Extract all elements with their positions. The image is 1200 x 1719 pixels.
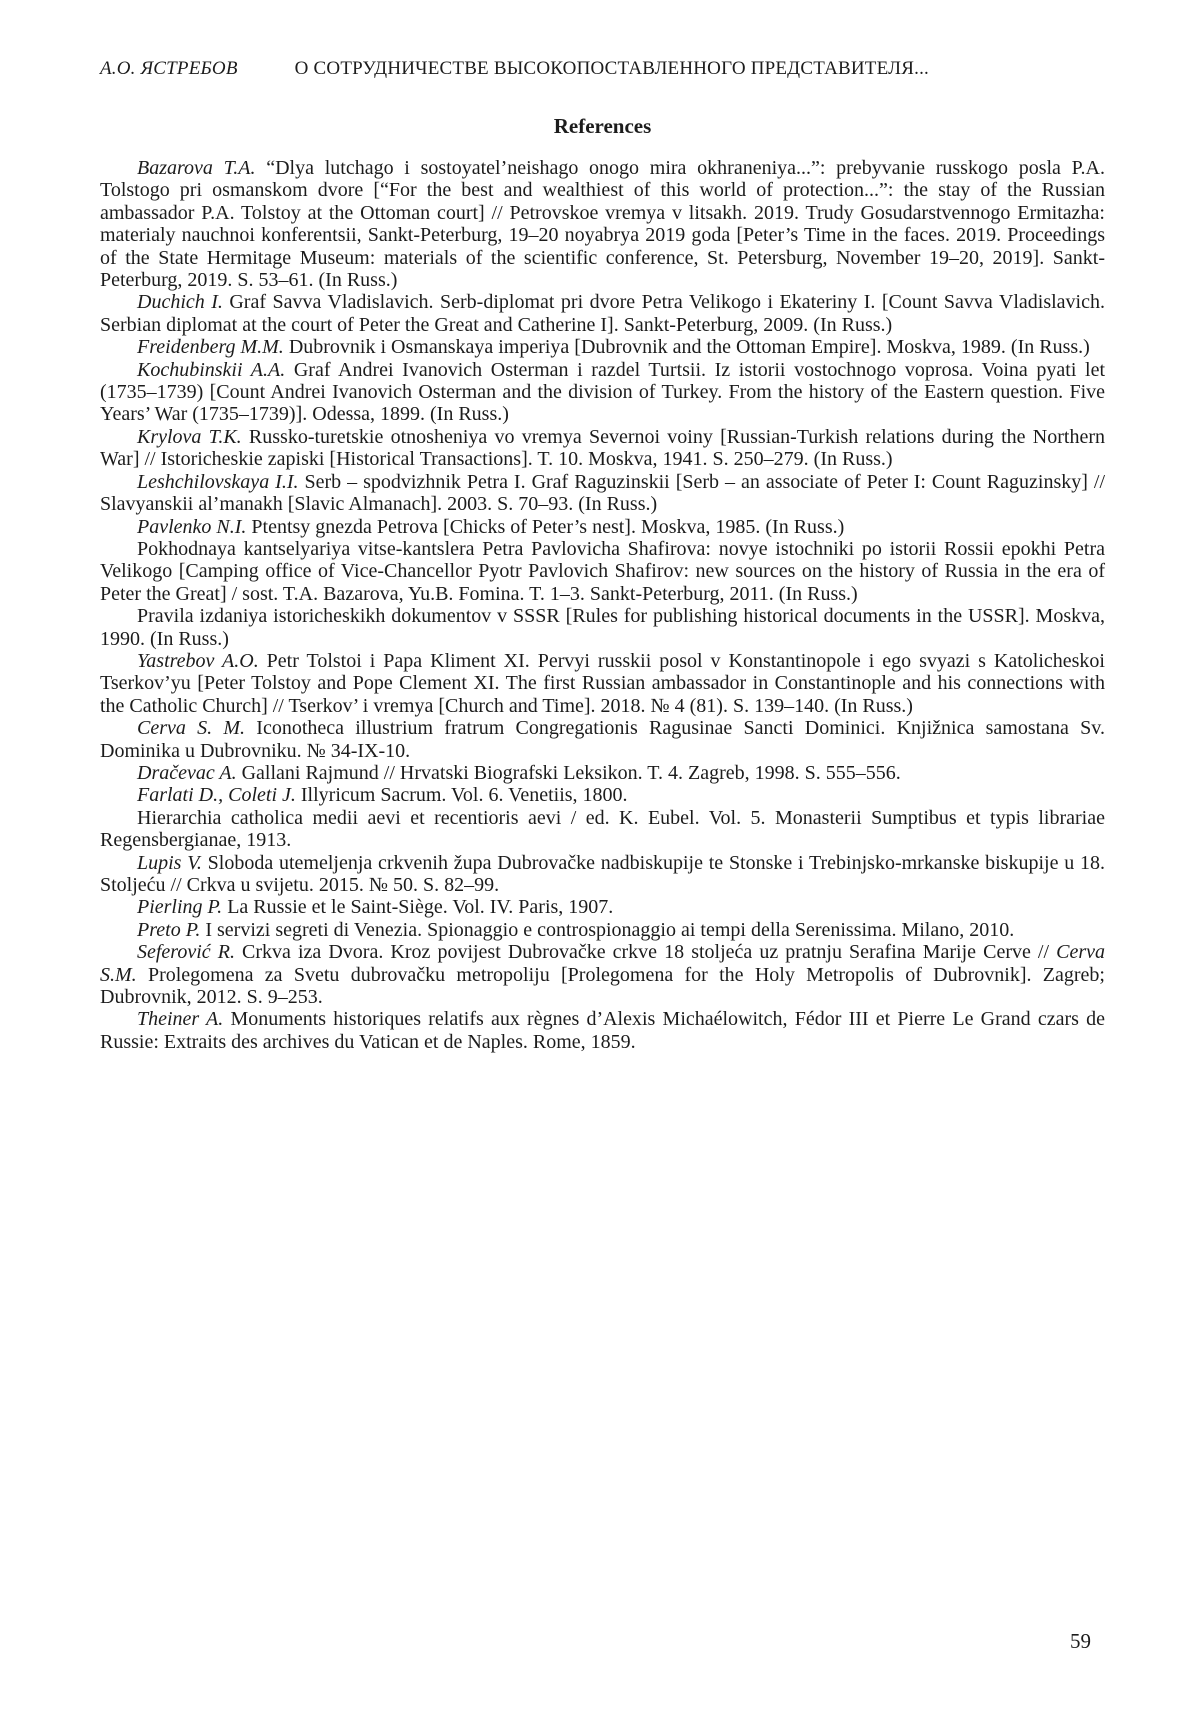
reference-text: Dubrovnik i Osmanskaya imperiya [Dubrovnik and the Ottoman Empire]. Moskva, 1989. (In Russ.) (283, 336, 1090, 359)
reference-author: Krylova T.K. (137, 425, 242, 448)
reference-text: Hierarchia catholica medii aevi et recentioris aevi / ed. K. Eubel. Vol. 5. Monasterii Sumptibus et typis librariae Regensbergianae, 1913. (100, 806, 1105, 852)
reference-text: Graf Andrei Ivanovich Osterman i razdel Turtsii. Iz istorii vostochnogo voprosa. Voina pyati let (1735–1739) [Count Andrei Ivanovich Osterman and the division of Turkey. From the history of the Eastern question. Five Years’ War (1735–1739)]. Odessa, 1899. (In Russ.) (100, 358, 1105, 426)
reference-item (100, 896, 1105, 918)
reference-text: Pravila izdaniya istoricheskikh dokumentov v SSSR [Rules for publishing historical documents in the USSR]. Moskva, 1990. (In Russ.) (100, 605, 1105, 650)
reference-item (100, 762, 1105, 784)
reference-author: Bazarova T.A. (137, 157, 256, 179)
reference-text: Sloboda utemeljenja crkvenih župa Dubrovačke nadbiskupije te Stonske i Trebinjsko-mrkanske biskupije u 18. Stoljeću // Crkva u svijetu. 2015. № 50. S. 82–99. (100, 851, 1105, 896)
reference-text: Ptentsy gnezda Petrova [Chicks of Peter’s nest]. Moskva, 1985. (In Russ.) (246, 515, 845, 538)
reference-item (100, 650, 1105, 717)
reference-item (100, 852, 1105, 897)
reference-item (100, 426, 1105, 471)
running-header-author: А.О. ЯСТРЕБОВ (100, 58, 238, 79)
reference-author: Leshchilovskaya I.I. (137, 470, 299, 493)
reference-text: Illyricum Sacrum. Vol. 6. Venetiis, 1800. (295, 784, 628, 807)
reference-item (100, 157, 1105, 291)
reference-text: Russko-turetskie otnosheniya vo vremya Severnoi voiny [Russian-Turkish relations during the Northern War] // Istoricheskie zapiski [Historical Transactions]. T. 10. Moskva, 1941. S. 250–279. (In Russ.) (100, 425, 1106, 471)
reference-text: Graf Savva Vladislavich. Serb-diplomat pri dvore Petra Velikogo i Ekateriny I. [Count Savva Vladislavich. Serbian diplomat at the court of Peter the Great and Catherine I]. Sankt-Peterburg, 2009. (In Russ.) (100, 291, 1105, 336)
reference-author: Pavlenko N.I. (137, 515, 247, 538)
reference-item (100, 941, 1105, 1008)
reference-author: Seferović R. (137, 941, 235, 964)
reference-text: Gallani Rajmund // Hrvatski Biografski Leksikon. T. 4. Zagreb, 1998. S. 555–556. (236, 761, 901, 784)
page-number: 59 (1070, 1629, 1091, 1653)
running-header-title: О СОТРУДНИЧЕСТВЕ ВЫСОКОПОСТАВЛЕННОГО ПРЕДСТАВИТЕЛЯ... (294, 58, 929, 79)
reference-item (100, 336, 1105, 358)
reference-item (100, 717, 1105, 762)
reference-author: Lupis V. (137, 851, 202, 874)
reference-author: Farlati D., Coleti J. (137, 784, 296, 807)
reference-item (100, 605, 1105, 650)
reference-text: Monuments historiques relatifs aux règnes d’Alexis Michaélowitch, Fédor III et Pierre Le Grand czars de Russie: Extraits des archives du Vatican et de Naples. Rome, 1859. (100, 1008, 1105, 1053)
reference-author: Yastrebov A.O. (137, 649, 259, 672)
reference-author: Theiner A. (137, 1008, 224, 1031)
running-header (100, 58, 1105, 80)
reference-item (100, 359, 1105, 426)
reference-text: Pokhodnaya kantselyariya vitse-kantslera Petra Pavlovicha Shafirova: novye istochniki po istorii Rossii epokhi Petra Velikogo [Camping office of Vice-Chancellor Pyotr Pavlovich Shafirov: new sources on the history of Russia in the era of Peter the Great] / sost. T.A. Bazarova, Yu.B. Fomina. T. 1–3. Sankt-Peterburg, 2011. (In Russ.) (100, 537, 1105, 605)
reference-text: “Dlya lutchago i sostoyatel’neishago onogo mira okhraneniya...”: prebyvanie russkogo posla P.A. Tolstogo pri osmanskom dvore [“For the best and wealthiest of this world of protection...”: the stay of the Russian ambassador P.A. Tolstoy at the Ottoman court] // Petrovskoe vremya v litsakh. 2019. Trudy Gosudarstvennogo Ermitazha: materialy nauchnoi konferentsii, Sankt-Peterburg, 19–20 noyabrya 2019 goda [Peter’s Time in the faces. 2019. Proceedings of the State Hermitage Museum: materials of the scientific conference, St. Petersburg, November 19–20, 2019]. Sankt-Peterburg, 2019. S. 53–61. (In Russ.) (100, 157, 1105, 292)
reference-text: Petr Tolstoi i Papa Kliment XI. Pervyi russkii posol v Konstantinopole i ego svyazi s Katolicheskoi Tserkov’yu [Peter Tolstoy and Pope Clement XI. The first Russian ambassador in Constantinople and his connections with the Catholic Church] // Tserkov’ i vremya [Church and Time]. 2018. № 4 (81). S. 139–140. (In Russ.) (100, 649, 1105, 717)
reference-item (100, 919, 1105, 941)
reference-item (100, 291, 1105, 336)
reference-item (100, 1008, 1105, 1053)
reference-author: Kochubinskii A.A. (137, 358, 286, 381)
reference-item (100, 538, 1105, 605)
reference-author: Freidenberg M.M. (137, 336, 284, 359)
reference-author: Cerva S. M. (137, 717, 246, 740)
section-title: References (553, 114, 652, 138)
reference-text: I servizi segreti di Venezia. Spionaggio e controspionaggio ai tempi della Serenissima. Milano, 2010. (200, 918, 1015, 941)
reference-author: Cerva S.M. (100, 941, 1105, 986)
reference-text: Iconotheca illustrium fratrum Congregationis Ragusinae Sancti Dominici. Knjižnica samostana Sv. Dominika u Dubrovniku. № 34-IX-10. (100, 717, 1105, 762)
reference-item (100, 516, 1105, 538)
reference-author: Duchich I. (137, 291, 223, 314)
reference-author: Preto P. (137, 918, 201, 941)
reference-item (100, 807, 1105, 852)
reference-item (100, 784, 1105, 806)
reference-text: Serb – spodvizhnik Petra I. Graf Raguzinskii [Serb – an associate of Peter I: Count Raguzinsky] // Slavyanskii al’manakh [Slavic Almanach]. 2003. S. 70–93. (In Russ.) (100, 470, 1105, 516)
references-list (100, 157, 1105, 1053)
reference-text: Crkva iza Dvora. Kroz povijest Dubrovačke crkve 18 stoljeća uz pratnju Serafina Marije Cerve // (234, 941, 1057, 964)
reference-text: La Russie et le Saint-Siège. Vol. IV. Paris, 1907. (222, 896, 614, 919)
reference-item (100, 471, 1105, 516)
reference-text: Prolegomena za Svetu dubrovačku metropoliju [Prolegomena for the Holy Metropolis of Dubrovnik]. Zagreb; Dubrovnik, 2012. S. 9–253. (100, 963, 1105, 1009)
reference-author: Dračevac A. (137, 761, 237, 784)
reference-author: Pierling P. (137, 896, 223, 919)
